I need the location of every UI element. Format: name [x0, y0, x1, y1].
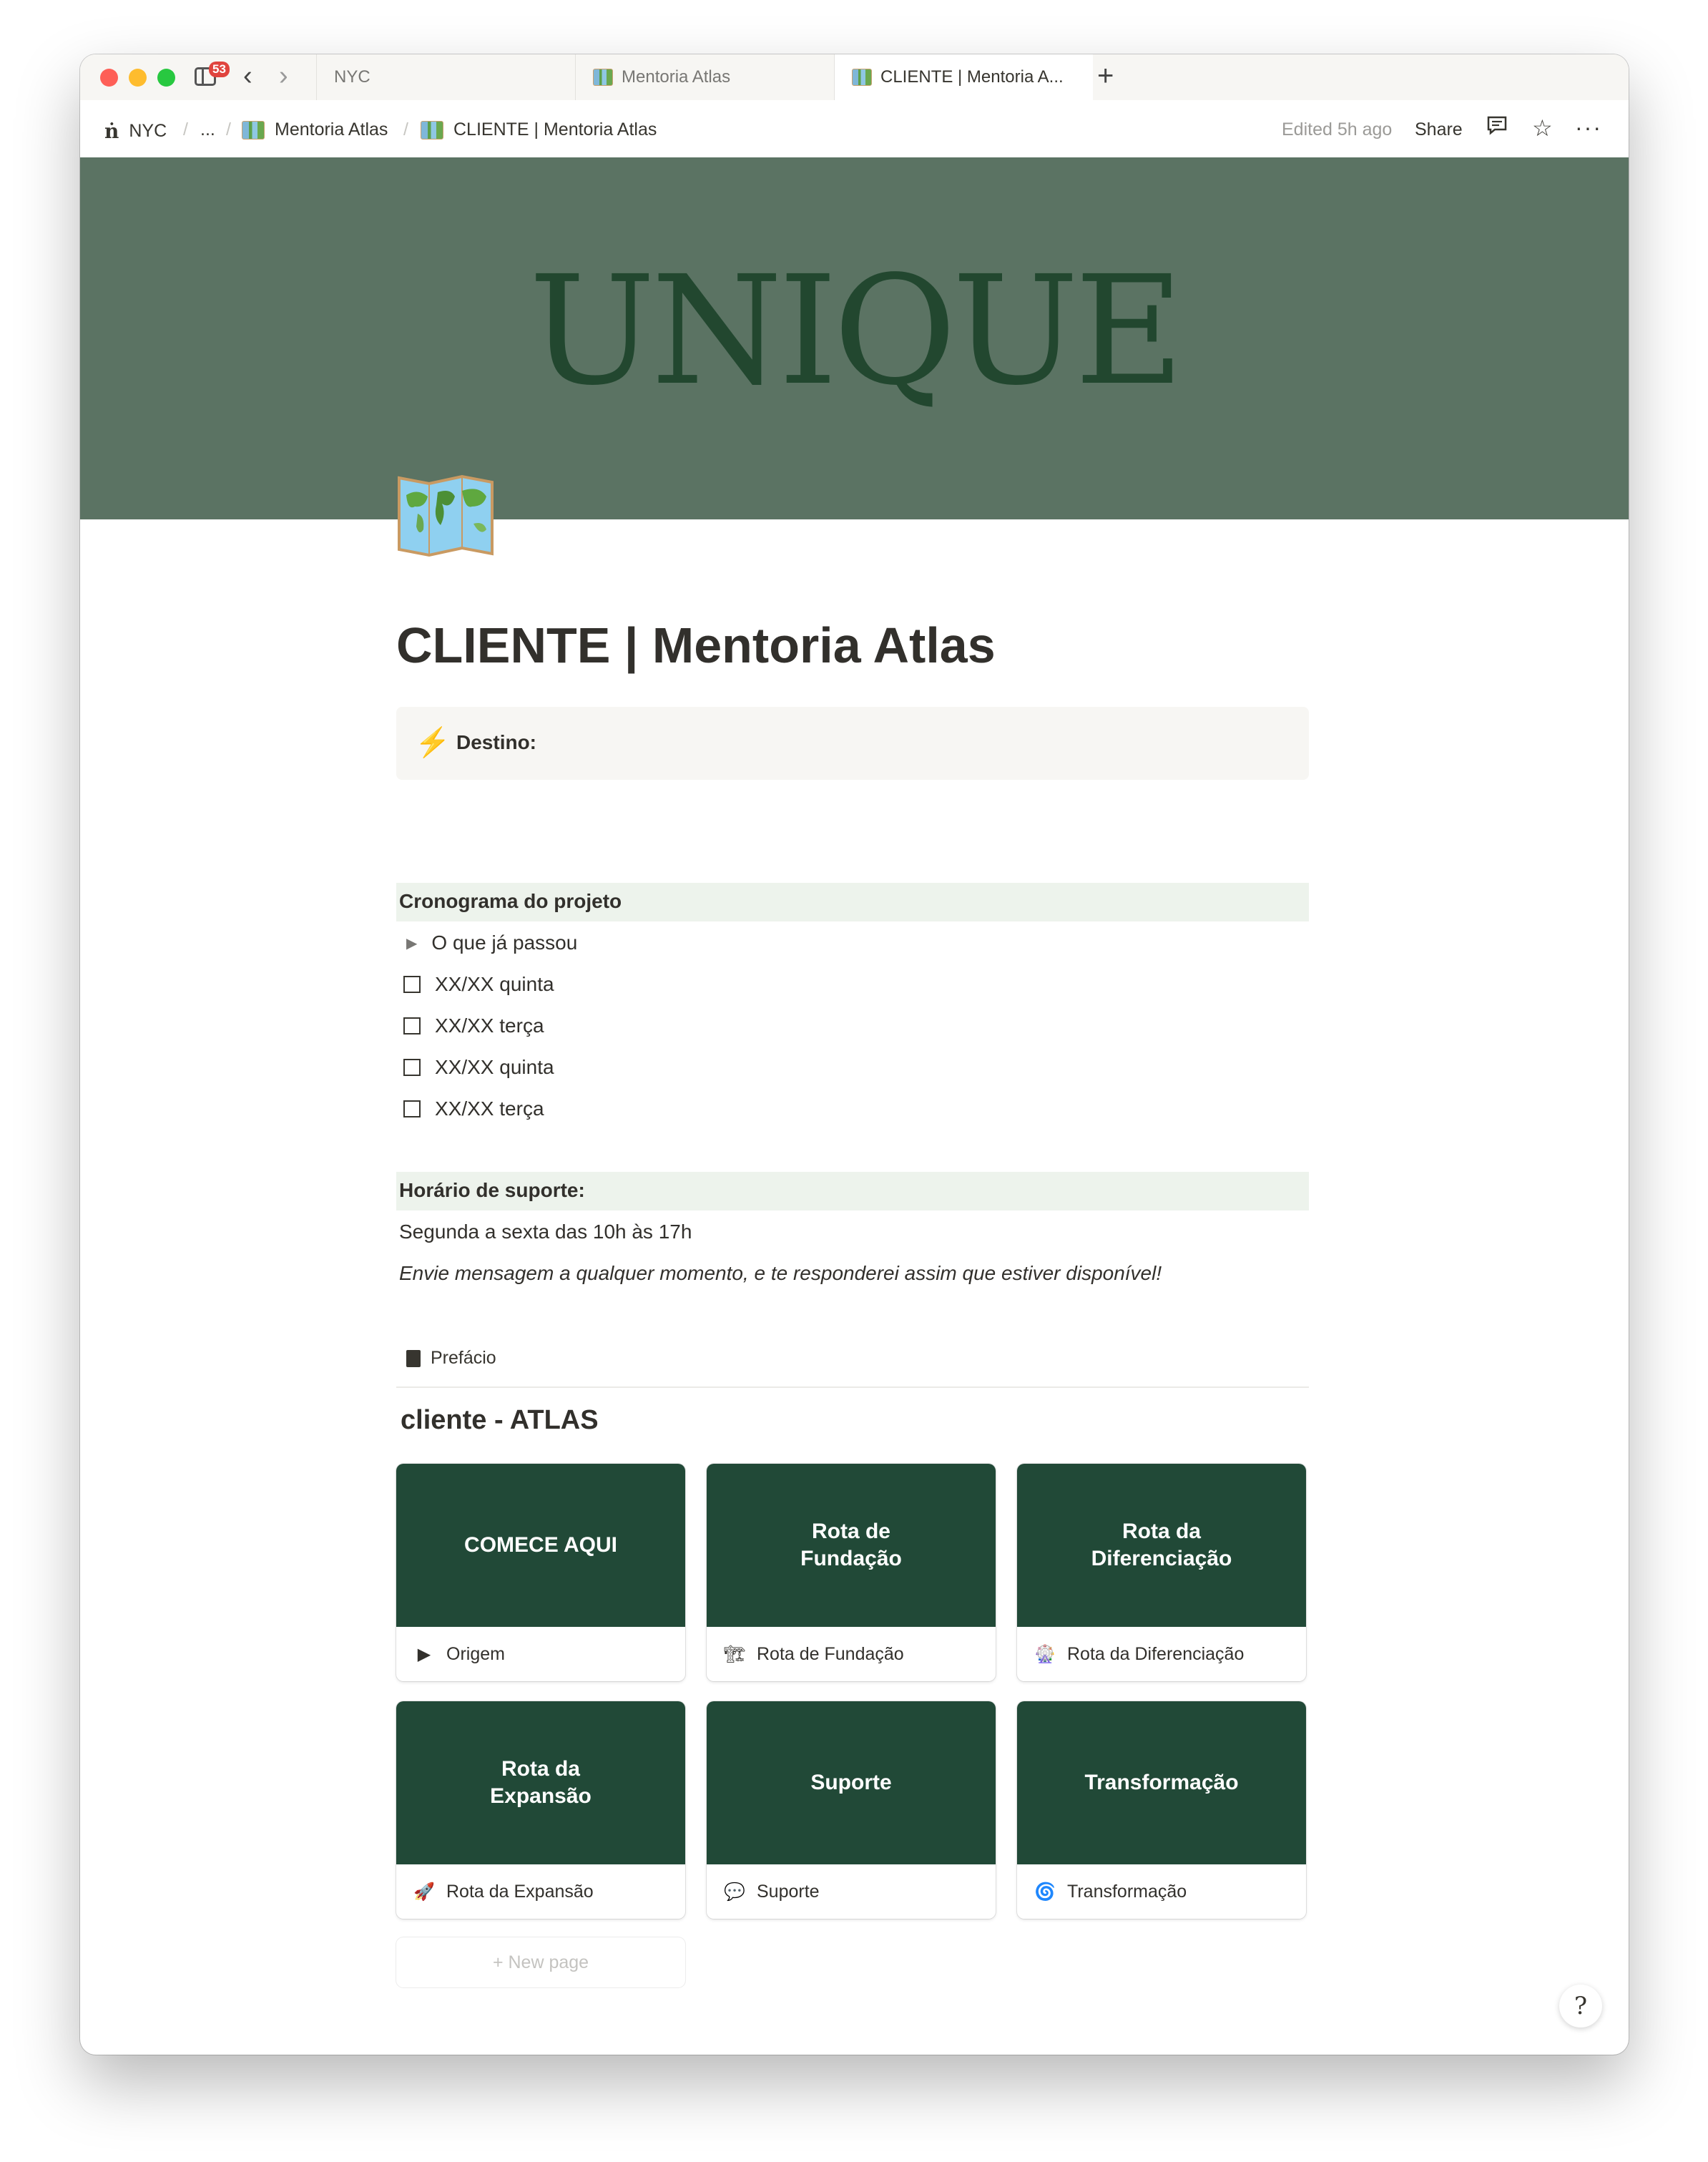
back-arrow-icon[interactable]: ‹ — [243, 61, 252, 91]
share-button[interactable]: Share — [1415, 119, 1463, 140]
tab-mentoria-atlas[interactable] — [575, 54, 834, 100]
card-cover: Rota de Fundação — [707, 1464, 996, 1627]
checkbox[interactable] — [403, 976, 421, 993]
breadcrumb-label: Mentoria Atlas — [275, 119, 388, 140]
card-cover: Rota da Diferenciação — [1017, 1464, 1306, 1627]
construction-icon: 🏗 — [724, 1644, 746, 1664]
page-title[interactable]: CLIENTE | Mentoria Atlas — [396, 617, 996, 673]
card-footer — [1017, 1864, 1306, 1919]
tab-nyc[interactable] — [316, 54, 575, 100]
preface-label: Prefácio — [431, 1348, 496, 1368]
more-options-icon[interactable]: ··· — [1575, 114, 1602, 140]
world-map-icon — [852, 69, 872, 86]
tab-cliente-mentoria-atlas[interactable] — [834, 54, 1093, 100]
tab-bar — [80, 54, 1629, 101]
play-icon: ▶ — [417, 1644, 431, 1664]
book-icon — [406, 1350, 421, 1367]
card-label: Suporte — [757, 1881, 820, 1902]
minimize-window-button[interactable] — [129, 69, 147, 87]
new-page-button[interactable]: + New page — [396, 1937, 685, 1987]
world-map-icon — [593, 69, 613, 86]
callout-block[interactable] — [396, 707, 1309, 780]
notification-badge: 53 — [209, 62, 230, 77]
card-footer — [396, 1864, 685, 1919]
schedule-heading: Cronograma do projeto — [396, 883, 1309, 921]
card-footer — [707, 1864, 996, 1919]
card-label: Origem — [446, 1643, 505, 1664]
star-icon[interactable]: ☆ — [1532, 115, 1553, 141]
card-label: Rota da Diferenciação — [1067, 1643, 1245, 1664]
todo-label: XX/XX terça — [435, 1014, 544, 1037]
world-map-icon — [242, 121, 265, 140]
support-hours: Segunda a sexta das 10h às 17h — [399, 1221, 692, 1243]
card-cover: Rota da Expansão — [396, 1701, 685, 1864]
breadcrumb-mentoria-atlas[interactable] — [242, 119, 388, 140]
close-window-button[interactable] — [100, 69, 118, 87]
todo-item[interactable] — [396, 1014, 544, 1037]
tab-label: Mentoria Atlas — [622, 67, 731, 87]
browser-window — [80, 54, 1629, 2055]
edited-timestamp: Edited 5h ago — [1282, 119, 1393, 140]
card-label: Transformação — [1067, 1881, 1187, 1902]
help-icon[interactable]: ? — [1559, 1985, 1602, 2028]
toggle-arrow-icon[interactable]: ▶ — [406, 935, 418, 952]
cover-logo-text: UNIQUE — [529, 243, 1180, 419]
support-note: Envie mensagem a qualquer momento, e te responderei assim que estiver disponível! — [399, 1262, 1162, 1284]
ferris-wheel-icon: 🎡 — [1034, 1644, 1056, 1664]
notion-logo-icon: ṅ — [104, 119, 119, 143]
support-heading: Horário de suporte: — [396, 1172, 1309, 1210]
toggle-label: O que já passou — [431, 931, 578, 954]
todo-item[interactable] — [396, 1056, 554, 1079]
todo-label: XX/XX terça — [435, 1097, 544, 1120]
lightning-icon[interactable]: ⚡ — [415, 727, 451, 758]
breadcrumb-separator: / — [183, 119, 188, 140]
tab-label: NYC — [334, 67, 370, 87]
preface-link[interactable] — [406, 1348, 496, 1369]
forward-arrow-icon[interactable]: › — [279, 61, 288, 91]
card-cover: Suporte — [707, 1701, 996, 1864]
checkbox[interactable] — [403, 1059, 421, 1076]
breadcrumb-label: ... — [200, 119, 215, 140]
breadcrumb-separator: / — [226, 119, 231, 140]
comment-icon[interactable] — [1486, 114, 1508, 142]
page-cover — [80, 157, 1629, 519]
breadcrumb-ellipsis[interactable] — [200, 119, 215, 140]
breadcrumb-label: NYC — [129, 121, 167, 141]
page-topbar — [80, 100, 1629, 157]
breadcrumb-current-page[interactable] — [421, 119, 657, 140]
divider — [396, 1386, 1309, 1388]
tab-label: CLIENTE | Mentoria A... — [880, 67, 1064, 87]
card-label: Rota da Expansão — [446, 1881, 594, 1902]
new-tab-icon[interactable]: + — [1097, 60, 1114, 92]
card-footer — [396, 1627, 685, 1681]
card-cover: Transformação — [1017, 1701, 1306, 1864]
gallery-card[interactable] — [707, 1464, 996, 1681]
database-title[interactable]: cliente - ATLAS — [401, 1405, 599, 1435]
world-map-icon[interactable] — [396, 474, 495, 558]
gallery-card[interactable] — [1017, 1464, 1306, 1681]
todo-item[interactable] — [396, 973, 554, 996]
card-footer — [1017, 1627, 1306, 1681]
todo-item[interactable] — [396, 1097, 544, 1120]
gallery-card[interactable] — [396, 1464, 685, 1681]
callout-text: Destino: — [456, 731, 536, 753]
breadcrumb-nyc[interactable] — [104, 119, 167, 143]
gallery-card[interactable] — [1017, 1701, 1306, 1919]
card-label: Rota de Fundação — [757, 1643, 904, 1664]
todo-label: XX/XX quinta — [435, 1056, 554, 1078]
checkbox[interactable] — [403, 1100, 421, 1117]
rocket-icon: 🚀 — [413, 1882, 435, 1902]
checkbox[interactable] — [403, 1017, 421, 1034]
card-cover: COMECE AQUI — [396, 1464, 685, 1627]
maximize-window-button[interactable] — [157, 69, 175, 87]
cyclone-icon: 🌀 — [1034, 1882, 1056, 1902]
gallery-card[interactable] — [396, 1701, 685, 1919]
gallery-card[interactable] — [707, 1701, 996, 1919]
card-footer — [707, 1627, 996, 1681]
world-map-icon — [421, 121, 443, 140]
breadcrumb-separator: / — [403, 119, 408, 140]
toggle-block[interactable] — [396, 931, 577, 954]
chat-bubbles-icon: 💬 — [724, 1882, 745, 1902]
breadcrumb-label: CLIENTE | Mentoria Atlas — [453, 119, 657, 140]
todo-label: XX/XX quinta — [435, 973, 554, 995]
